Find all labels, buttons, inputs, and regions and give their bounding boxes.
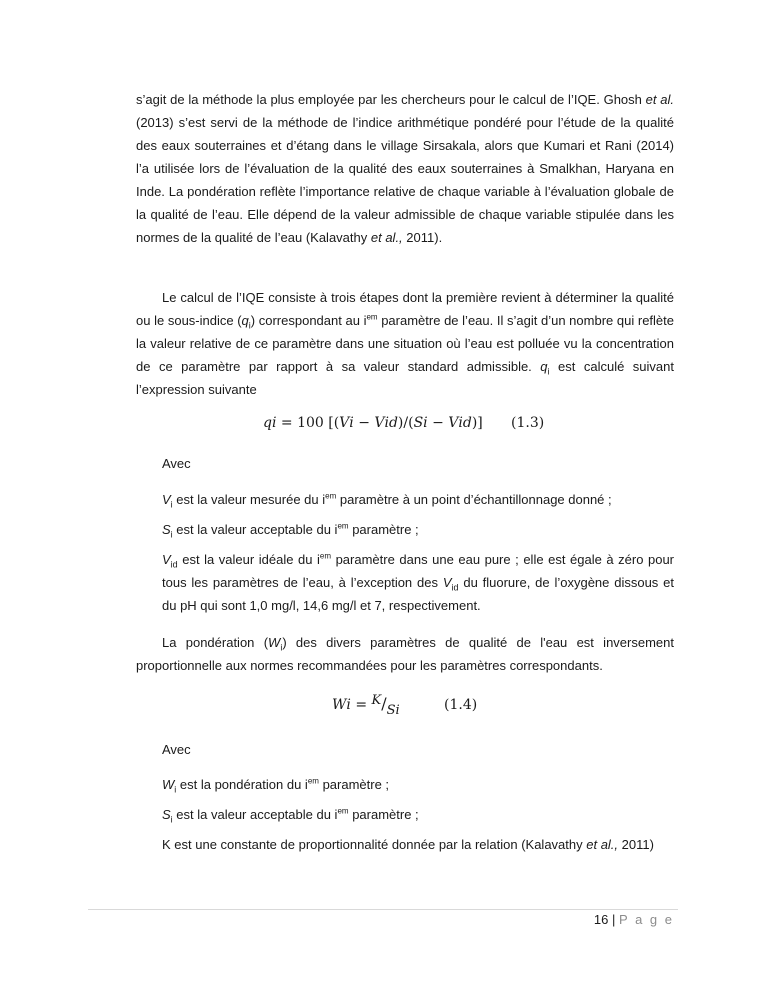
page-label: P a g e — [619, 912, 674, 927]
avec-label-2: Avec — [162, 742, 191, 757]
definition-vi-text-b: paramètre à un point d’échantillonnage donné ; — [336, 492, 612, 507]
paragraph-2-text-a: Le calcul de l’IQE consiste à trois étapes dont la première revient à déterminer la qualité ou le sous-indice ( — [136, 290, 674, 328]
citation-etal-3: et al., — [586, 837, 619, 852]
paragraph-2-text-d: est calculé suivant l’expression suivante — [136, 359, 674, 397]
symbol-w-sub: i — [174, 784, 177, 795]
paragraph-2-text-c: paramètre de l’eau. Il s’agit d’un nombre qui reflète la valeur relative de ce paramètre dans une situation où l’eau est polluée vu la concentration de ce paramètre par rapport à sa valeur standard admissible. — [136, 313, 674, 374]
superscript-em: em — [366, 312, 378, 322]
definition-vid-text-a: est la valeur idéale du i — [177, 552, 320, 567]
citation-etal-1: et al. — [645, 92, 674, 107]
superscript-em: em — [307, 776, 319, 786]
definition-k-text-b: 2011) — [618, 837, 654, 852]
avec-label-1: Avec — [162, 456, 191, 471]
symbol-q-2: q — [540, 359, 548, 374]
symbol-w: W — [162, 777, 175, 792]
equation-1-3: 𝑞𝑖 = 100 [(𝑉𝑖 − 𝑉𝑖𝑑)/(𝑆𝑖 − 𝑉𝑖𝑑)] — [263, 415, 483, 431]
definition-vi — [162, 488, 674, 511]
superscript-em: em — [337, 521, 349, 531]
definition-k — [162, 833, 674, 856]
equation-1-4-number: (1.4) — [444, 697, 478, 713]
symbol-s-sub: i — [170, 814, 173, 825]
equation-1-4 — [332, 693, 400, 718]
footer-separator: | — [612, 912, 616, 927]
symbol-v: V — [162, 552, 171, 567]
paragraph-1-text-a: s’agit de la méthode la plus employée par les chercheurs pour le calcul de l’IQE. Ghosh — [136, 92, 646, 107]
definition-si-2-text-b: paramètre ; — [348, 807, 419, 822]
citation-etal-2: et al., — [370, 230, 403, 245]
definition-si-2-text-a: est la valeur acceptable du i — [172, 807, 338, 822]
page-footer — [560, 912, 674, 927]
paragraph-3-text-a: La pondération ( — [162, 635, 269, 650]
paragraph-1 — [136, 88, 674, 249]
definition-wi-text-b: paramètre ; — [318, 777, 390, 792]
symbol-q-2-sub: i — [547, 366, 550, 377]
symbol-v-sub: i — [170, 499, 173, 510]
symbol-vid-sub-2: id — [451, 582, 459, 593]
definition-vi-text-a: est la valeur mesurée du i — [172, 492, 326, 507]
superscript-em: em — [337, 806, 349, 816]
page-number: 16 — [593, 912, 609, 927]
paragraph-3 — [136, 631, 674, 677]
symbol-s: S — [162, 807, 171, 822]
paragraph-3-text-b: ) des divers paramètres de qualité de l'eau est inversement proportionnelle aux normes recommandées pour les paramètres correspondants. — [136, 635, 674, 673]
symbol-w-sub: i — [280, 642, 283, 653]
definition-k-text-a: K est une constante de proportionnalité donnée par la relation (Kalavathy — [162, 837, 587, 852]
symbol-w: W — [268, 635, 281, 650]
footer-divider — [88, 909, 678, 910]
symbol-vid-sub: id — [170, 559, 178, 570]
symbol-q-sub: i — [248, 320, 251, 331]
definition-vid-text-c: du fluorure, de l’oxygène dissous et du pH qui sont 1,0 mg/l, 14,6 mg/l et 7, respectivement. — [162, 575, 674, 613]
equation-1-3-number: (1.3) — [511, 415, 545, 431]
definition-vid-text-b: paramètre dans une eau pure ; elle est égale à zéro pour tous les paramètres de l’eau, à l’exception des — [162, 552, 674, 590]
definition-si-text-b: paramètre ; — [348, 522, 419, 537]
symbol-v-2: V — [442, 575, 452, 590]
superscript-em: em — [325, 491, 337, 501]
symbol-q: q — [241, 313, 249, 328]
equation-1-4-slash: / — [381, 694, 387, 713]
paragraph-1-text-c: 2011). — [402, 230, 443, 245]
definition-vid — [162, 548, 674, 617]
equation-1-4-s: 𝑆𝑖 — [386, 703, 400, 718]
definition-si-2 — [162, 803, 674, 826]
symbol-s: S — [162, 522, 171, 537]
paragraph-2 — [136, 286, 674, 401]
paragraph-2-text-b: ) correspondant au i — [250, 313, 367, 328]
definition-wi-text-a: est la pondération du i — [176, 777, 308, 792]
paragraph-1-text-b: (2013) s’est servi de la méthode de l’indice arithmétique pondéré pour l’étude de la qualité des eaux souterraines et d’étang dans le village Sirsakala, alors que Kumari et Rani (2014) l’a utilisée lors de l’évaluation de la qualité des eaux souterraines à Smalkhan, Haryana en Inde. La pondération reflète l’importance relative de chaque variable à l’évaluation globale de la qualité de l’eau. Elle dépend de la valeur admissible de chaque variable stipulée dans les normes de la qualité de l’eau (Kalavathy — [136, 115, 674, 245]
equation-1-4-lhs: 𝑊𝑖 = — [332, 697, 372, 713]
equation-1-4-k: 𝐾 — [371, 693, 382, 708]
definition-si-text-a: est la valeur acceptable du i — [172, 522, 338, 537]
symbol-v: V — [162, 492, 171, 507]
definition-si — [162, 518, 674, 541]
symbol-s-sub: i — [170, 529, 173, 540]
superscript-em: em — [319, 551, 332, 561]
definition-wi — [162, 773, 674, 796]
